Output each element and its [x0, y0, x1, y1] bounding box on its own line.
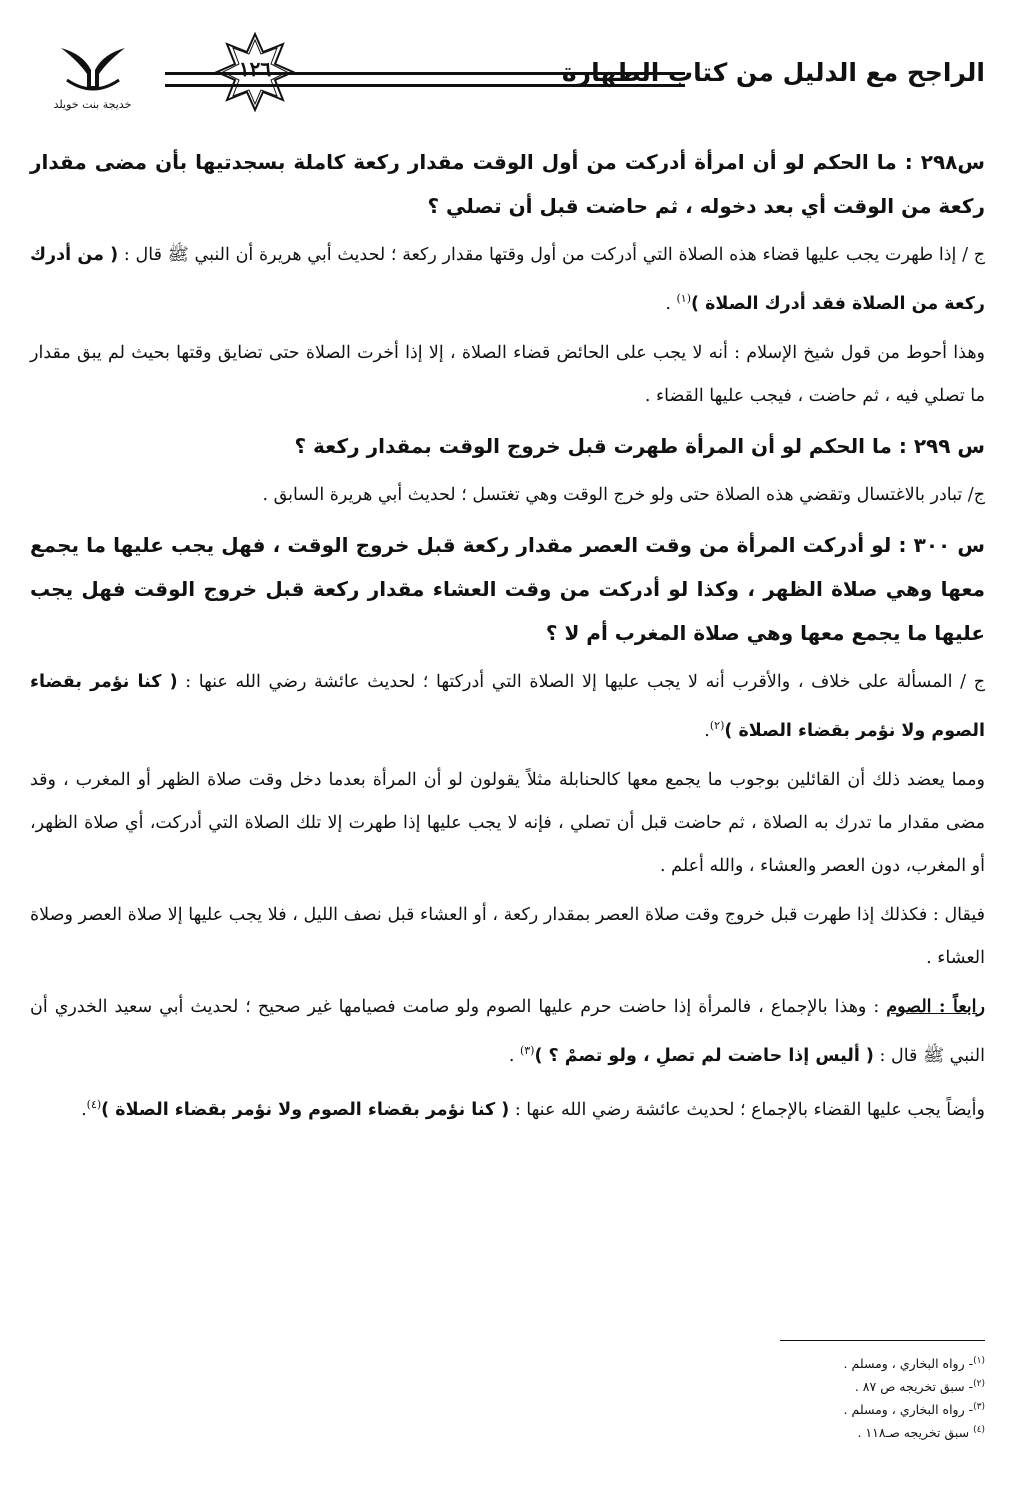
footnote-number: (٣): [973, 1402, 985, 1413]
footnote-ref: (٣): [519, 1043, 535, 1057]
footnotes: [780, 1340, 985, 1444]
footnote-text: - سبق تخريجه ص ٨٧ .: [854, 1379, 974, 1395]
paragraph-ibn-taymiyya: وهذا أحوط من قول شيخ الإسلام : أنه لا يجب على الحائض قضاء الصلاة ، إلا إذا أخرت الصلاة حتى تضايق وقتها بحيث لم يبق مقدار ما تصلي فيه ، ثم حاضت ، فيجب عليها القضاء .: [30, 342, 985, 406]
hadith-quote: ( كنا نؤمر بقضاء الصوم ولا نؤمر بقضاء الصلاة ): [30, 671, 985, 741]
answer-text: ج / المسألة على خلاف ، والأقرب أنه لا يجب عليها إلا الصلاة التي أدركتها ؛ لحديث عائشة رضي الله عنها :: [185, 671, 986, 692]
footnote-text: سبق تخريجه صـ١١٨ .: [857, 1425, 974, 1441]
answer-299: ج/ تبادر بالاغتسال وتقضي هذه الصلاة حتى ولو خرج الوقت وهي تغتسل ؛ لحديث أبي هريرة السابق .: [262, 484, 985, 505]
header-rule-left: [165, 72, 345, 87]
answer-298: [30, 234, 985, 326]
hadith-quote: ( كنا نؤمر بقضاء الصوم ولا نؤمر بقضاء الصلاة ): [101, 1100, 510, 1121]
question-299: س ٢٩٩ : ما الحكم لو أن المرأة طهرت قبل خروج الوقت بمقدار ركعة ؟: [294, 433, 985, 458]
question-300: س ٣٠٠ : لو أدركت المرأة من وقت العصر مقدار ركعة قبل خروج الوقت ، فهل يجب عليها ما يجمع معها وهي صلاة الظهر ، وكذا لو أدركت من وقت العشاء مقدار ركعة قبل خروج الوقت فهل يجب عليها ما يجمع معها وهي صلاة المغرب أم لا ؟: [30, 532, 985, 645]
paragraph-hanabila: ومما يعضد ذلك أن القائلين بوجوب ما يجمع معها كالحنابلة مثلاً يقولون لو أن المرأة بعدما دخل وقت صلاة الظهر أو المغرب ، وقد مضى مقدار ما تدرك به الصلاة ، ثم حاضت قبل أن تصلي ، فإنه لا يجب عليها إذا طهرت إلا تلك الصلاة التي أدركت، أي صلاة الظهر، أو المغرب، دون العصر والعشاء ، والله أعلم .: [30, 769, 985, 876]
hadith-quote: ( أليس إذا حاضت لم تصلِ ، ولو تصمْ ؟ ): [534, 1045, 874, 1066]
answer-tail: .: [704, 720, 710, 741]
footnote-2: [780, 1374, 985, 1397]
logo-emblem-icon: [53, 40, 133, 98]
page-header: [30, 36, 985, 116]
paragraph-asr-isha: فيقال : فكذلك إذا طهرت قبل خروج وقت صلاة العصر بمقدار ركعة ، أو العشاء قبل نصف الليل ، فلا يجب عليها إلا صلاة العصر وصلاة العشاء .: [30, 904, 985, 968]
section-heading: رابعاً : الصوم: [886, 996, 985, 1017]
answer-tail: .: [665, 293, 677, 314]
logo-text: خديجة بنت خويلد: [53, 98, 132, 111]
footnote-ref: (٤): [86, 1098, 102, 1112]
footnote-text: - رواه البخاري ، ومسلم .: [843, 1356, 974, 1372]
paragraph-text: وأيضاً يجب عليها القضاء بالإجماع ؛ لحديث عائشة رضي الله عنها :: [514, 1100, 985, 1121]
footnote-number: (١): [973, 1356, 985, 1366]
hadith-quote: ( من أدرك ركعة من الصلاة فقد أدرك الصلاة ): [30, 245, 985, 314]
paragraph-text: : وهذا بالإجماع ، فالمرأة إذا حاضت حرم عليها الصوم ولو صامت فصيامها غير صحيح ؛ لحديث أبي سعيد الخدري أن النبي ﷺ قال :: [30, 996, 985, 1066]
answer-text: ج / إذا طهرت يجب عليها قضاء هذه الصلاة التي أدركت من أول وقتها مقدار ركعة ؛ لحديث أبي هريرة أن النبي ﷺ قال :: [123, 245, 985, 265]
paragraph-tail: .: [81, 1100, 87, 1121]
publisher-logo: [40, 40, 145, 120]
paragraph-qada: [30, 1083, 985, 1132]
paragraph-fasting: [30, 986, 985, 1078]
paragraph-tail: .: [508, 1045, 520, 1066]
footnote-text: - رواه البخاري ، ومسلم .: [843, 1402, 974, 1418]
footnote-1: [780, 1351, 985, 1374]
footnote-3: [780, 1397, 985, 1420]
page-body: [30, 140, 985, 1138]
page-number: ١٢٦: [238, 57, 272, 81]
footnote-number: (٤): [973, 1425, 985, 1436]
footnote-ref: (١): [676, 292, 691, 305]
answer-300: [30, 661, 985, 753]
book-title: الراجح مع الدليل من كتاب الطهارة: [561, 58, 985, 87]
question-298: س٢٩٨ : ما الحكم لو أن امرأة أدركت من أول الوقت مقدار ركعة كاملة بسجدتيها بأن مضى مقدار ركعة من الوقت أي بعد دخوله ، ثم حاضت قبل أن تصلي ؟: [30, 150, 985, 218]
footnote-ref: (٢): [709, 718, 725, 732]
header-rule-right: [315, 72, 685, 87]
footnote-number: (٢): [973, 1379, 985, 1390]
footnote-4: [780, 1420, 985, 1443]
footnote-separator: [780, 1340, 985, 1341]
